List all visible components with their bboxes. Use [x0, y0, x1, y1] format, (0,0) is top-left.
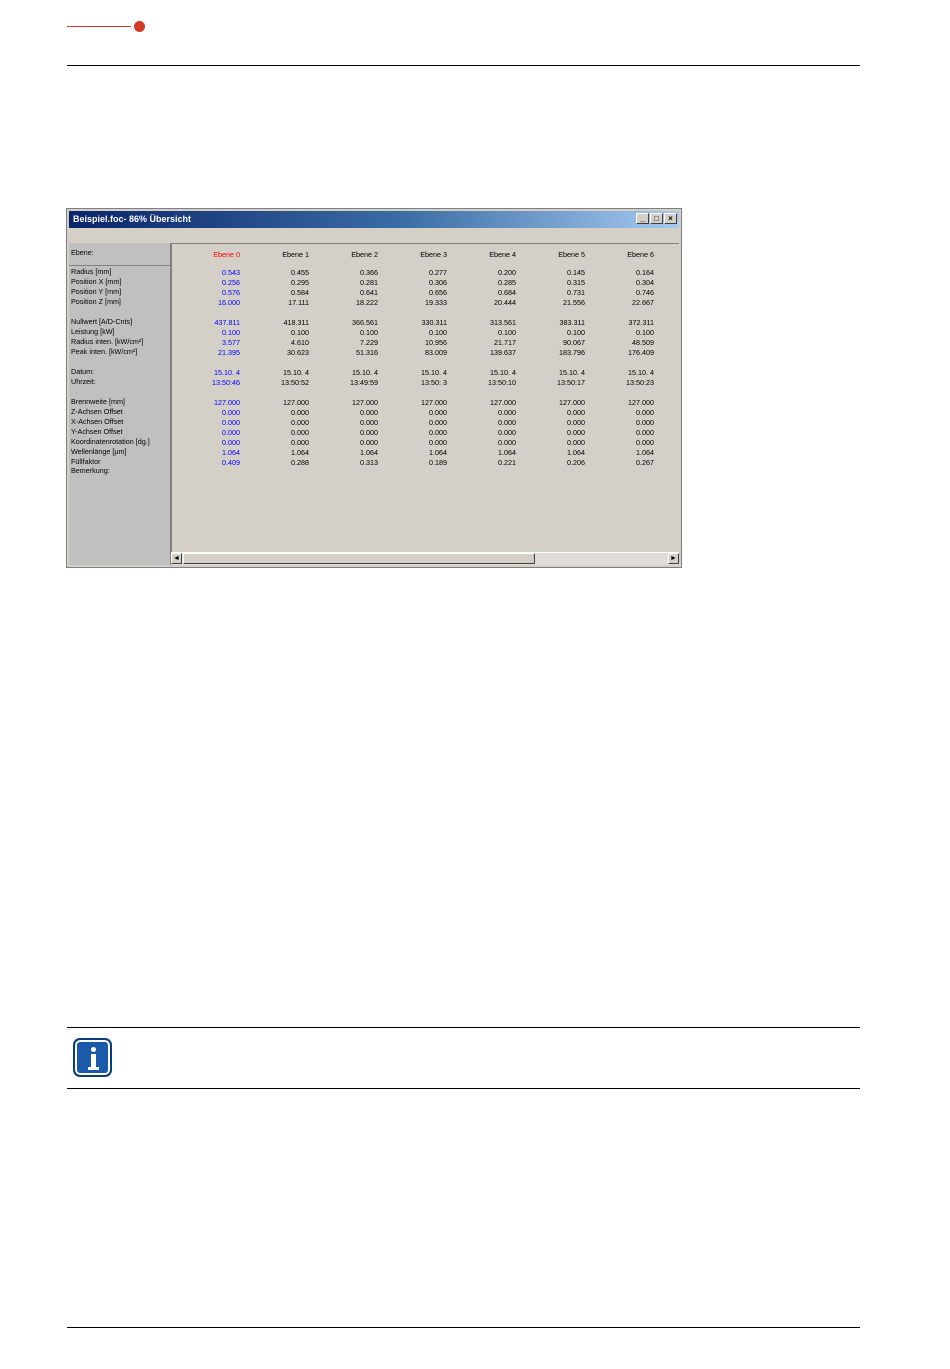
table-cell: 15.10. 4: [214, 368, 240, 377]
table-cell: 0.000: [360, 438, 378, 447]
table-cell: 0.584: [291, 288, 309, 297]
table-cell: 0.000: [567, 418, 585, 427]
table-cell: 13:50:46: [212, 378, 240, 387]
row-label: Y-Achsen Offset: [71, 427, 123, 436]
row-label: Position X [mm]: [71, 277, 122, 286]
table-cell: 0.164: [636, 268, 654, 277]
table-cell: 0.288: [291, 458, 309, 467]
table-cell: 0.100: [222, 328, 240, 337]
row-label: Position Y [mm]: [71, 287, 122, 296]
row-label: Position Z [mm]: [71, 297, 121, 306]
table-cell: 0.000: [360, 418, 378, 427]
table-cell: 0.189: [429, 458, 447, 467]
table-cell: 0.543: [222, 268, 240, 277]
overview-window: [66, 208, 682, 568]
table-cell: 0.200: [498, 268, 516, 277]
row-label: Uhrzeit:: [71, 377, 96, 386]
table-cell: 0.656: [429, 288, 447, 297]
scroll-thumb[interactable]: [183, 553, 535, 564]
scroll-left-button[interactable]: ◄: [171, 553, 182, 564]
table-cell: 0.731: [567, 288, 585, 297]
table-cell: 0.000: [291, 438, 309, 447]
table-cell: 0.285: [498, 278, 516, 287]
row-label: Brennweite [mm]: [71, 397, 125, 406]
column-header-3[interactable]: Ebene 3: [420, 250, 447, 259]
table-cell: 0.000: [498, 418, 516, 427]
row-label: Z-Achsen Offset: [71, 407, 123, 416]
table-cell: 10.956: [425, 338, 447, 347]
table-cell: 16.000: [218, 298, 240, 307]
table-cell: 15.10. 4: [559, 368, 585, 377]
table-cell: 0.000: [291, 408, 309, 417]
table-cell: 0.000: [636, 438, 654, 447]
header-accent-line: [67, 26, 131, 27]
row-label: Datum:: [71, 367, 95, 376]
row-label: Wellenlänge [µm]: [71, 447, 127, 456]
table-cell: 1.064: [498, 448, 516, 457]
header-decoration: [67, 20, 147, 34]
table-cell: 7.229: [360, 338, 378, 347]
label-divider: [69, 265, 171, 266]
table-cell: 0.000: [222, 408, 240, 417]
table-cell: 437.811: [214, 318, 240, 327]
row-label: Füllfaktor: [71, 457, 101, 466]
table-cell: 18.222: [356, 298, 378, 307]
table-cell: 383.311: [559, 318, 585, 327]
table-cell: 1.064: [360, 448, 378, 457]
table-cell: 22.667: [632, 298, 654, 307]
table-cell: 127.000: [559, 398, 585, 407]
table-cell: 13:50: 3: [421, 378, 447, 387]
minimize-button[interactable]: _: [636, 213, 649, 224]
table-cell: 183.796: [559, 348, 585, 357]
table-cell: 0.100: [498, 328, 516, 337]
window-titlebar[interactable]: [69, 211, 679, 228]
table-cell: 0.100: [291, 328, 309, 337]
table-cell: 0.000: [222, 418, 240, 427]
table-cell: 17.111: [288, 298, 309, 307]
table-cell: 13:50:10: [488, 378, 516, 387]
table-cell: 19.333: [425, 298, 447, 307]
column-header-6[interactable]: Ebene 6: [627, 250, 654, 259]
table-cell: 127.000: [214, 398, 240, 407]
horizontal-scrollbar[interactable]: [171, 552, 679, 565]
table-cell: 3.577: [222, 338, 240, 347]
maximize-button[interactable]: □: [650, 213, 663, 224]
table-cell: 21.395: [218, 348, 240, 357]
table-cell: 0.256: [222, 278, 240, 287]
table-cell: 0.000: [291, 418, 309, 427]
table-cell: 330.311: [421, 318, 447, 327]
table-cell: 15.10. 4: [421, 368, 447, 377]
footer-rule: [67, 1327, 860, 1328]
table-cell: 0.277: [429, 268, 447, 277]
table-cell: 0.145: [567, 268, 585, 277]
info-bottom-rule: [67, 1088, 860, 1089]
table-cell: 127.000: [283, 398, 309, 407]
table-cell: 0.000: [498, 428, 516, 437]
table-cell: 90.067: [563, 338, 585, 347]
table-cell: 0.000: [636, 408, 654, 417]
table-cell: 0.366: [360, 268, 378, 277]
table-cell: 0.000: [636, 428, 654, 437]
table-cell: 0.684: [498, 288, 516, 297]
table-cell: 0.281: [360, 278, 378, 287]
table-cell: 0.000: [360, 428, 378, 437]
table-cell: 127.000: [490, 398, 516, 407]
table-cell: 313.561: [490, 318, 516, 327]
table-cell: 21.717: [494, 338, 516, 347]
row-label-column: [69, 243, 171, 565]
table-cell: 0.000: [360, 408, 378, 417]
table-cell: 0.304: [636, 278, 654, 287]
table-cell: 0.746: [636, 288, 654, 297]
table-cell: 0.641: [360, 288, 378, 297]
table-cell: 0.221: [498, 458, 516, 467]
scroll-right-button[interactable]: ►: [668, 553, 679, 564]
data-grid[interactable]: [171, 243, 679, 565]
column-header-5[interactable]: Ebene 5: [558, 250, 585, 259]
table-cell: 0.306: [429, 278, 447, 287]
table-cell: 0.000: [636, 418, 654, 427]
row-label: Radius inten. [kW/cm²]: [71, 337, 144, 346]
table-cell: 372.311: [628, 318, 654, 327]
table-cell: 1.064: [222, 448, 240, 457]
table-cell: 0.000: [291, 428, 309, 437]
table-cell: 4.610: [291, 338, 309, 347]
table-cell: 83.009: [425, 348, 447, 357]
table-cell: 1.064: [291, 448, 309, 457]
table-cell: 1.064: [567, 448, 585, 457]
row-header-label: Ebene:: [71, 248, 94, 257]
table-cell: 20.444: [494, 298, 516, 307]
table-cell: 0.000: [567, 428, 585, 437]
table-cell: 0.206: [567, 458, 585, 467]
table-cell: 21.556: [563, 298, 585, 307]
table-cell: 15.10. 4: [628, 368, 654, 377]
table-cell: 13:50:52: [281, 378, 309, 387]
table-cell: 127.000: [352, 398, 378, 407]
close-button[interactable]: ×: [664, 213, 677, 224]
table-cell: 127.000: [421, 398, 447, 407]
table-cell: 0.295: [291, 278, 309, 287]
table-cell: 366.561: [352, 318, 378, 327]
table-cell: 0.267: [636, 458, 654, 467]
table-cell: 0.100: [360, 328, 378, 337]
table-cell: 0.100: [429, 328, 447, 337]
row-label: Koordinatenrotation [dg.]: [71, 437, 150, 446]
row-label: Nullwert [A/D-Cnts]: [71, 317, 133, 326]
column-header-2[interactable]: Ebene 2: [351, 250, 378, 259]
window-controls: [635, 213, 677, 226]
table-cell: 0.000: [222, 438, 240, 447]
table-cell: 0.100: [636, 328, 654, 337]
table-cell: 1.064: [636, 448, 654, 457]
table-cell: 1.064: [429, 448, 447, 457]
window-title: Beispiel.foc- 86% Übersicht: [73, 214, 192, 224]
table-cell: 30.623: [287, 348, 309, 357]
table-cell: 48.509: [632, 338, 654, 347]
row-label: Leistung [kW]: [71, 327, 115, 336]
table-cell: 0.100: [567, 328, 585, 337]
table-cell: 0.000: [429, 418, 447, 427]
row-label: Radius [mm]: [71, 267, 112, 276]
header-accent-dot: [134, 21, 145, 32]
table-cell: 0.576: [222, 288, 240, 297]
column-header-4[interactable]: Ebene 4: [489, 250, 516, 259]
window-toolbar-strip: [69, 229, 679, 243]
table-cell: 0.455: [291, 268, 309, 277]
table-cell: 13:49:59: [350, 378, 378, 387]
header-rule: [67, 65, 860, 66]
table-cell: 0.000: [567, 438, 585, 447]
table-cell: 418.311: [283, 318, 309, 327]
table-cell: 176.409: [628, 348, 654, 357]
row-label: X-Achsen Offset: [71, 417, 124, 426]
table-cell: 0.000: [498, 408, 516, 417]
table-cell: 0.000: [222, 428, 240, 437]
row-label: Bemerkung:: [71, 466, 110, 475]
table-cell: 13:50:23: [626, 378, 654, 387]
table-cell: 15.10. 4: [352, 368, 378, 377]
table-cell: 15.10. 4: [490, 368, 516, 377]
table-cell: 0.315: [567, 278, 585, 287]
table-cell: 0.000: [429, 428, 447, 437]
table-cell: 51.316: [356, 348, 378, 357]
table-cell: 0.000: [567, 408, 585, 417]
info-top-rule: [67, 1027, 860, 1028]
table-cell: 15.10. 4: [283, 368, 309, 377]
table-cell: 13:50:17: [557, 378, 585, 387]
table-cell: 0.000: [429, 438, 447, 447]
row-label: Peak inten. [kW/cm²]: [71, 347, 138, 356]
table-cell: 127.000: [628, 398, 654, 407]
column-header-1[interactable]: Ebene 1: [282, 250, 309, 259]
table-cell: 0.409: [222, 458, 240, 467]
column-header-0[interactable]: Ebene 0: [213, 250, 240, 259]
table-cell: 0.313: [360, 458, 378, 467]
info-icon: [73, 1038, 112, 1077]
table-cell: 0.000: [498, 438, 516, 447]
table-cell: 139.637: [490, 348, 516, 357]
table-cell: 0.000: [429, 408, 447, 417]
